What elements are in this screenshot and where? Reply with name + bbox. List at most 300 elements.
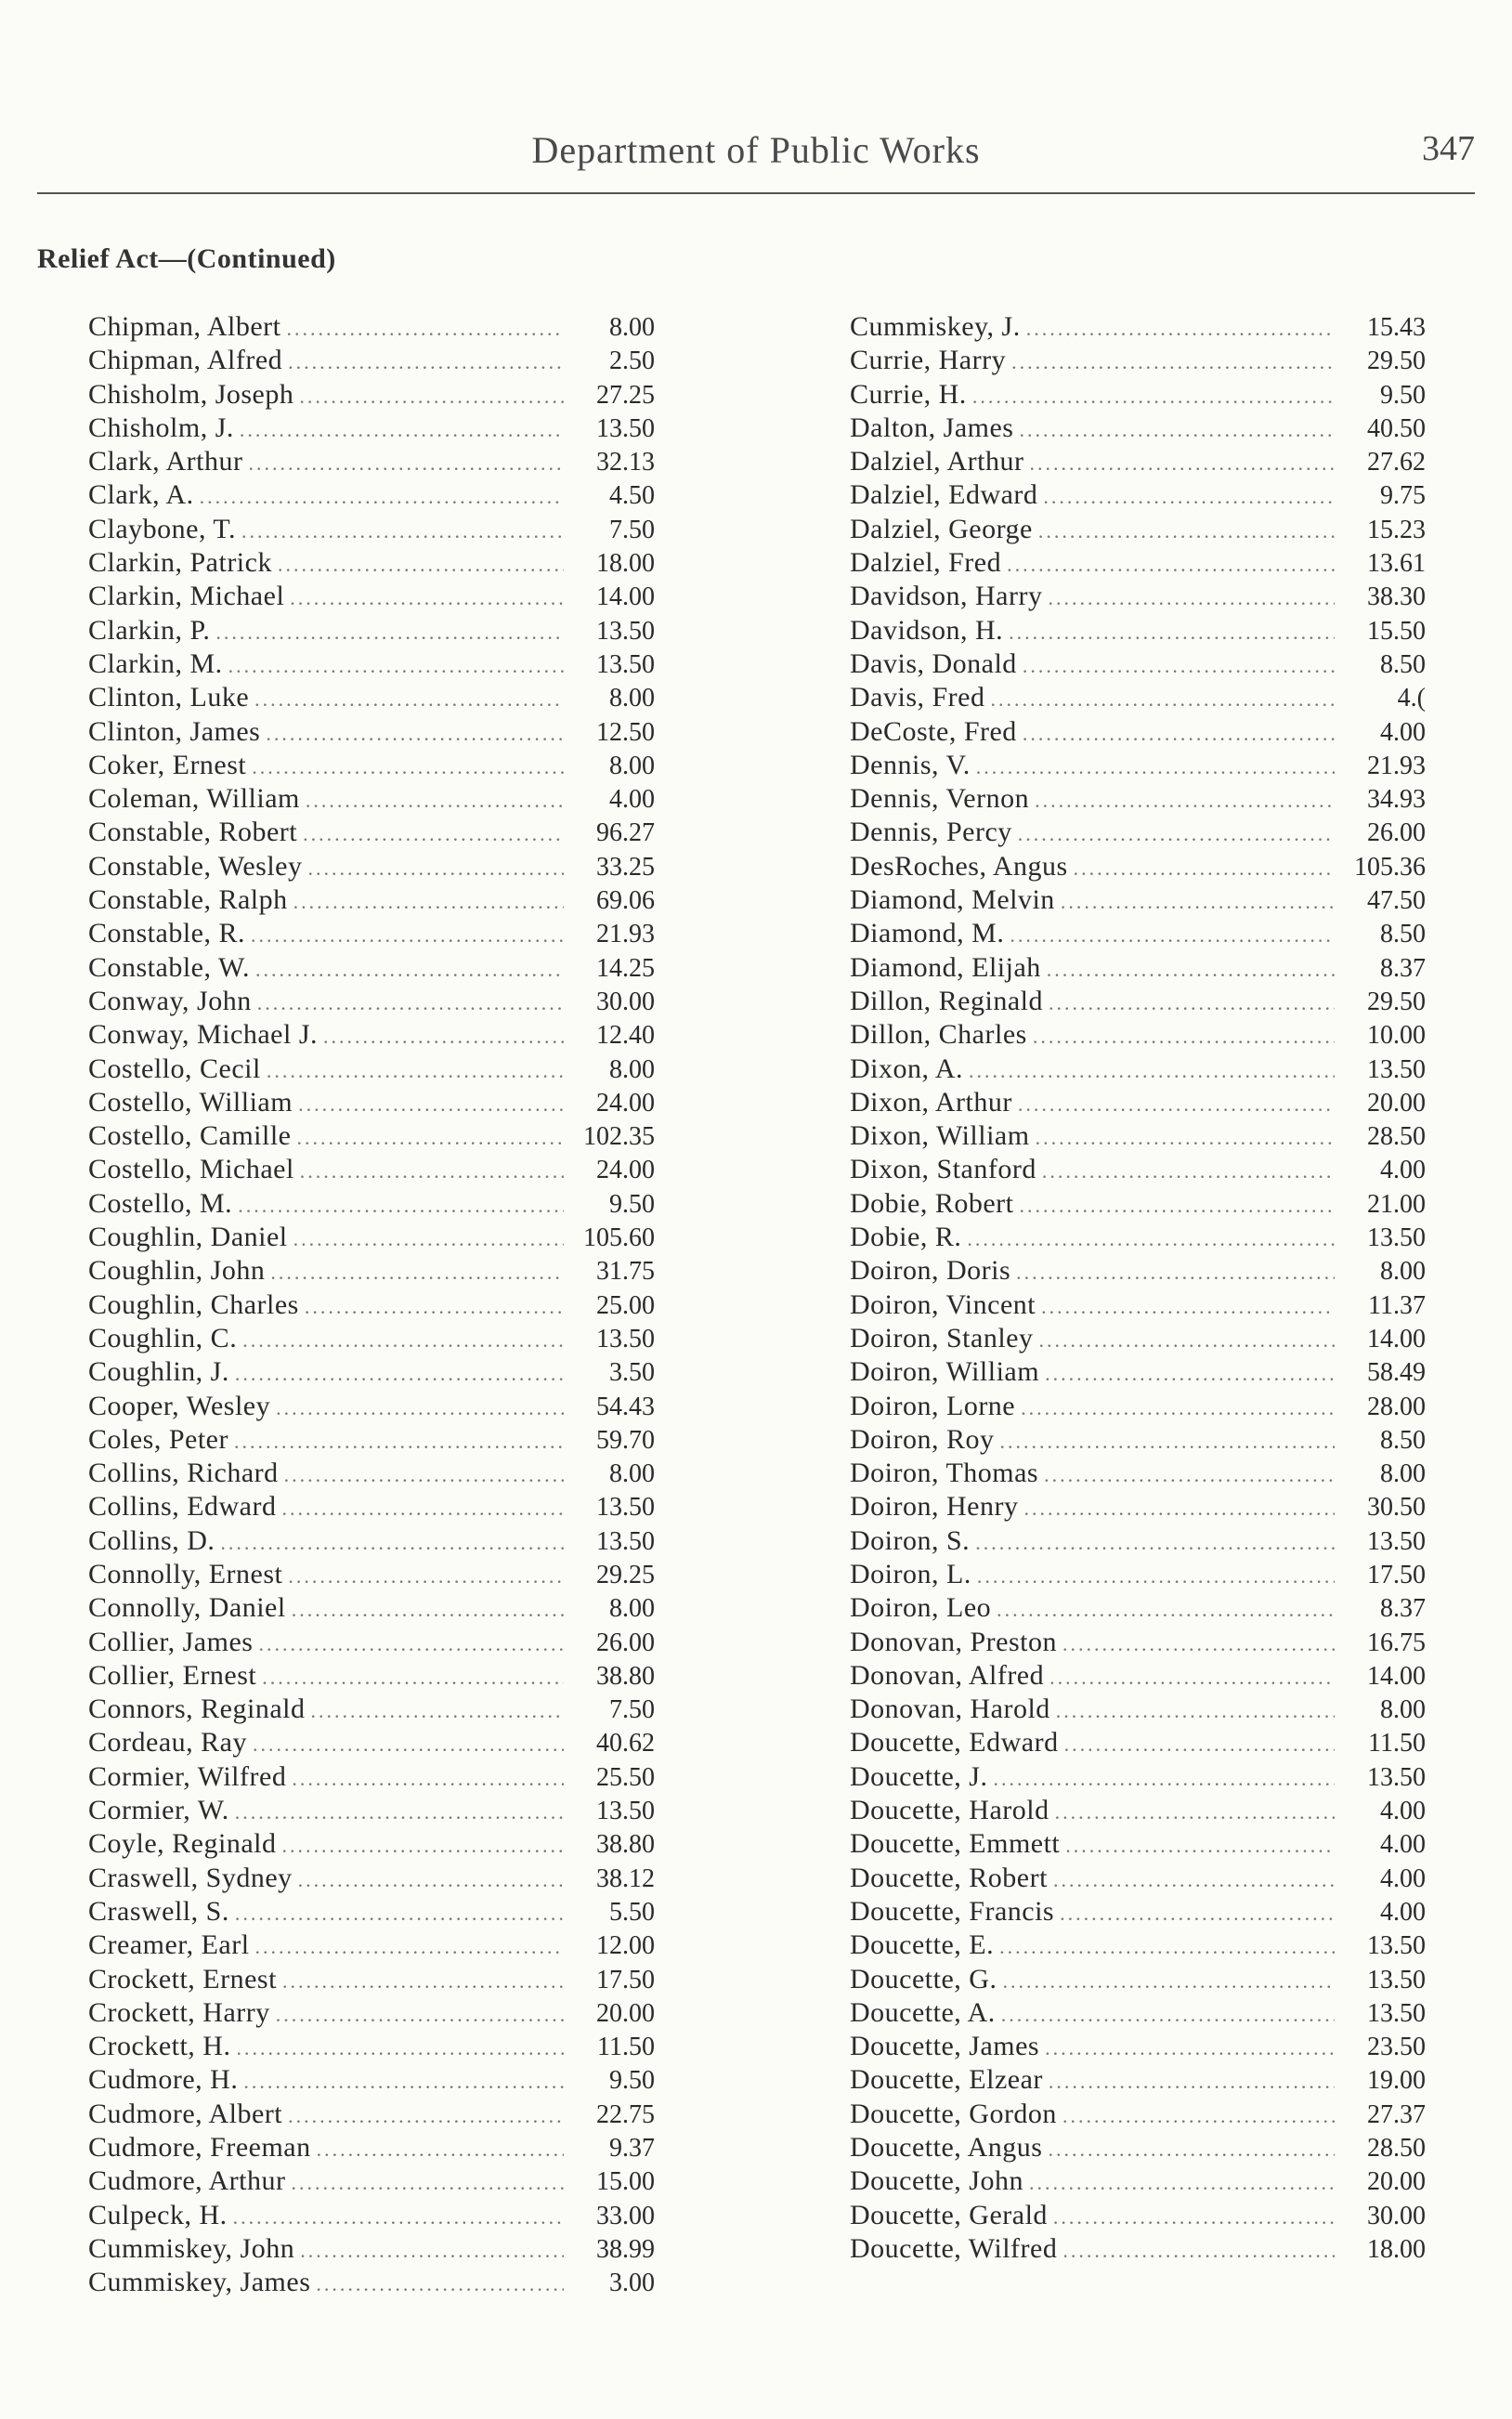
entry-name: Chisholm, Joseph [88,378,294,410]
dot-leader [1049,1661,1335,1694]
entry-name: Doucette, Gordon [850,2098,1057,2129]
dot-leader [1049,987,1335,1020]
entry-name: Doiron, William [850,1356,1040,1388]
dot-leader [1048,582,1335,615]
list-item [850,647,1426,681]
dot-leader [303,817,564,851]
dot-leader [1010,919,1335,952]
list-item [850,1963,1426,1996]
list-item [850,1423,1426,1457]
dot-leader [969,1054,1335,1088]
dot-leader [1000,1425,1336,1458]
entry-amount: 11.50 [597,2033,655,2062]
dot-leader [1038,1324,1335,1357]
entry-name: Constable, W. [88,951,251,983]
entry-name: Doiron, Doris [850,1255,1011,1287]
entry-amount: 8.37 [1380,1594,1426,1624]
list-item [850,344,1426,377]
entry-amount: 30.00 [1367,2201,1426,2230]
list-item [850,445,1426,478]
entry-amount: 12.00 [596,1931,655,1961]
list-item [88,883,655,917]
list-item [850,1187,1426,1221]
list-item [850,1524,1426,1558]
dot-leader [282,1965,564,1998]
entry-name: Craswell, Sydney [88,1862,293,1893]
list-item [850,513,1426,546]
entry-amount: 4.00 [1380,1830,1426,1860]
entry-name: Doucette, Wilfred [850,2232,1058,2264]
entry-amount: 4.00 [1380,1156,1426,1185]
dot-leader [1029,447,1335,480]
entry-amount: 15.43 [1367,313,1426,342]
dot-leader [293,1223,564,1256]
list-item [88,1018,655,1052]
entry-amount: 105.36 [1354,852,1426,882]
dot-leader [1056,1694,1335,1728]
entry-amount: 38.12 [596,1863,655,1893]
entry-name: Doiron, Thomas [850,1458,1039,1489]
entry-amount: 15.23 [1367,515,1426,544]
entry-name: Connolly, Ernest [88,1558,283,1589]
entry-amount: 23.50 [1367,2033,1426,2062]
entry-name: Clinton, Luke [88,682,250,713]
dot-leader [200,480,564,514]
list-item [850,1322,1426,1355]
dot-leader [1023,717,1335,751]
entry-name: Connolly, Daniel [88,1592,286,1624]
dot-leader [311,1694,565,1728]
dot-leader [305,1290,564,1324]
dot-leader [251,919,564,952]
entry-amount: 22.75 [596,2099,655,2129]
entry-name: Cummiskey, John [88,2232,295,2264]
dot-leader [297,1121,565,1155]
entry-name: Davidson, H. [850,614,1004,646]
dot-leader [235,1796,564,1829]
entry-name: Dalton, James [850,412,1014,443]
list-item [88,1119,655,1153]
entry-name: Chipman, Albert [88,311,281,342]
list-item [850,2131,1426,2164]
entry-name: Diamond, M. [850,918,1005,949]
entry-name: Dalziel, George [850,513,1033,544]
entry-name: Donovan, Preston [850,1626,1057,1657]
entry-name: Coles, Peter [88,1423,228,1455]
dot-leader [240,413,564,447]
dot-leader [1019,413,1335,447]
entry-amount: 27.62 [1367,448,1426,477]
dot-leader [267,1054,564,1088]
list-item [850,1490,1426,1523]
list-item [850,1659,1426,1693]
dot-leader [233,2201,564,2234]
list-item [88,378,655,412]
entry-name: Doiron, Vincent [850,1288,1036,1320]
list-item [850,951,1426,985]
dot-leader [1009,616,1335,649]
dot-leader [290,582,564,615]
dot-leader [1038,515,1335,548]
dot-leader [220,1526,564,1560]
dot-leader [257,987,564,1020]
list-item [850,715,1426,749]
dot-leader [1074,852,1335,885]
entry-amount: 7.50 [609,1695,655,1725]
entry-name: Dennis, V. [850,749,971,780]
dot-leader [976,751,1335,784]
dot-leader [254,683,564,716]
dot-leader [1062,2099,1335,2133]
entry-name: Coughlin, J. [88,1356,229,1388]
entry-name: Collins, Edward [88,1491,277,1523]
dot-leader [288,2099,564,2133]
dot-leader [1061,885,1335,919]
dot-leader [1002,1965,1335,1998]
dot-leader [235,1357,564,1391]
dot-leader [317,2133,564,2166]
entry-name: Doiron, L. [850,1558,971,1589]
entry-name: Dalziel, Fred [850,547,1002,579]
entry-name: Dobie, Robert [850,1187,1014,1219]
entry-name: Clarkin, Michael [88,581,285,612]
entry-amount: 8.37 [1380,953,1426,983]
dot-leader [1053,2201,1335,2234]
list-item [88,546,655,580]
entry-name: Davidson, Harry [850,581,1043,612]
dot-leader [1041,1290,1335,1324]
list-item [88,1862,655,1895]
dot-leader [1018,1088,1335,1121]
dot-leader [997,1593,1335,1627]
entry-amount: 34.93 [1367,785,1426,815]
list-item [88,1963,655,1996]
list-item [850,782,1426,816]
dot-leader [298,1863,564,1897]
list-item [88,1794,655,1827]
dot-leader [972,380,1335,413]
list-item [850,1862,1426,1895]
entry-amount: 4.( [1397,684,1426,713]
dot-leader [292,1762,564,1796]
entry-name: Crockett, H. [88,2031,231,2062]
dot-leader [258,1628,564,1661]
entry-name: Davis, Donald [850,647,1017,679]
list-item [850,1726,1426,1759]
entry-name: Cudmore, Freeman [88,2132,311,2164]
entry-name: Doucette, Francis [850,1895,1055,1927]
entry-name: Dillon, Charles [850,1019,1027,1051]
entry-name: Culpeck, H. [88,2199,228,2230]
dot-leader [1055,1796,1335,1829]
entry-amount: 25.50 [596,1762,655,1792]
list-item [88,310,655,344]
entry-amount: 9.50 [609,1189,655,1219]
list-item [850,850,1426,883]
entry-amount: 3.00 [609,2269,655,2298]
dot-leader [291,2166,564,2200]
entry-name: Chipman, Alfred [88,345,283,376]
list-item [850,2098,1426,2131]
entry-name: Doucette, Emmett [850,1828,1061,1860]
list-item [88,951,655,985]
entry-name: Doucette, Angus [850,2132,1043,2164]
entry-name: Coughlin, Daniel [88,1222,288,1253]
dot-leader [993,1762,1335,1796]
entry-amount: 13.50 [596,1797,655,1826]
entry-amount: 13.50 [1367,1965,1426,1994]
list-item [88,1626,655,1659]
dot-leader [299,380,564,413]
dot-leader [1036,1121,1335,1155]
entry-name: Doucette, Gerald [850,2199,1048,2230]
page-title: Department of Public Works [531,129,981,171]
list-item [850,580,1426,613]
entry-amount: 24.00 [596,1088,655,1118]
entry-amount: 38.30 [1367,582,1426,612]
entry-name: Doiron, Roy [850,1423,995,1455]
entry-amount: 14.00 [596,582,655,612]
list-item [850,2232,1426,2266]
entry-amount: 69.06 [596,886,655,916]
entry-amount: 11.50 [1368,1729,1426,1759]
page-header [37,128,1475,184]
list-item [88,1490,655,1523]
entry-name: Doiron, Henry [850,1491,1019,1523]
entry-amount: 8.00 [609,751,655,780]
entry-amount: 21.93 [1367,751,1426,780]
list-item [88,1153,655,1186]
dot-leader [288,1560,564,1593]
dot-leader [1045,2032,1335,2065]
dot-leader [292,1593,564,1627]
dot-leader [977,1560,1335,1593]
entry-amount: 31.75 [596,1257,655,1287]
dot-leader [266,717,564,751]
dot-leader [1007,548,1335,582]
list-item [88,782,655,816]
entry-name: Coleman, William [88,783,300,815]
dot-leader [262,1661,564,1694]
entry-name: Dixon, A. [850,1053,964,1084]
dot-leader [234,1425,564,1458]
dot-leader [293,885,564,919]
list-item [88,478,655,512]
dot-leader [1045,1357,1335,1391]
entry-amount: 13.61 [1367,549,1426,579]
entry-name: Collins, Richard [88,1458,279,1489]
dot-leader [1060,1897,1335,1930]
entry-amount: 9.37 [609,2134,655,2164]
dot-leader [288,346,564,379]
list-item [88,580,655,613]
dot-leader [255,1930,564,1964]
entry-amount: 30.00 [596,987,655,1016]
entry-amount: 26.00 [596,1628,655,1657]
list-item [850,1018,1426,1052]
dot-leader [1053,1863,1335,1897]
entry-amount: 13.50 [1367,1223,1426,1253]
list-item [88,850,655,883]
entry-name: Donovan, Alfred [850,1659,1045,1691]
list-item [88,1254,655,1288]
entry-amount: 4.00 [1380,717,1426,747]
entry-name: Doiron, Lorne [850,1390,1016,1421]
entry-amount: 29.25 [596,1560,655,1589]
dot-leader [282,1492,565,1525]
entry-amount: 28.00 [1367,1392,1426,1421]
list-item [88,2098,655,2131]
entry-name: Collier, Ernest [88,1659,257,1691]
entry-name: Dixon, Arthur [850,1086,1012,1118]
entry-amount: 24.00 [596,1156,655,1185]
list-item [88,681,655,714]
entry-name: Coyle, Reginald [88,1828,277,1860]
dot-leader [316,2268,564,2301]
list-item [850,1221,1426,1254]
dot-leader [1065,1829,1335,1863]
dot-leader [975,1526,1335,1560]
entry-name: Costello, William [88,1086,293,1118]
entry-amount: 12.40 [596,1021,655,1051]
entry-name: Cormier, Wilfred [88,1760,287,1792]
entry-amount: 9.50 [609,2066,655,2096]
dot-leader [1033,1020,1335,1053]
list-item [850,478,1426,512]
entry-name: Clark, Arthur [88,446,243,477]
entry-amount: 18.00 [1367,2234,1426,2264]
entry-amount: 13.50 [596,1526,655,1556]
entry-amount: 8.00 [1380,1257,1426,1287]
dot-leader [1011,346,1335,379]
entry-name: Currie, Harry [850,345,1007,376]
dot-leader [1035,784,1335,817]
entry-name: Dillon, Reginald [850,985,1043,1016]
list-item [850,1996,1426,2030]
entry-amount: 29.50 [1367,987,1426,1016]
dot-leader [255,953,564,987]
dot-leader [990,683,1335,716]
entry-name: Constable, R. [88,918,245,949]
entry-amount: 13.50 [1367,1526,1426,1556]
entry-amount: 4.00 [609,785,655,815]
dot-leader [241,515,564,548]
entry-amount: 9.75 [1380,481,1426,511]
list-item [850,1591,1426,1625]
entry-amount: 38.80 [596,1830,655,1860]
entry-amount: 29.50 [1367,347,1426,376]
entry-amount: 16.75 [1367,1628,1426,1657]
entry-amount: 8.00 [1380,1459,1426,1489]
entry-amount: 7.50 [609,515,655,544]
list-item [850,1760,1426,1794]
entry-name: Cormier, W. [88,1795,229,1826]
list-item [850,1895,1426,1929]
entry-amount: 8.00 [609,1054,655,1084]
list-item [88,2030,655,2063]
entry-amount: 8.00 [609,1594,655,1624]
list-item [88,1726,655,1759]
entry-name: Cudmore, Albert [88,2098,283,2129]
list-item [88,1187,655,1221]
entry-amount: 18.00 [596,549,655,579]
section-title: Relief Act—(Continued) [37,243,336,274]
list-item [88,647,655,681]
dot-leader [276,1998,564,2032]
list-item [88,1524,655,1558]
entry-amount: 38.80 [596,1661,655,1691]
dot-leader [1018,817,1335,851]
list-item [88,1288,655,1322]
list-item [88,412,655,445]
entry-amount: 8.50 [1380,920,1426,949]
entry-amount: 14.00 [1367,1324,1426,1353]
list-item [88,1086,655,1119]
entry-amount: 20.00 [1367,1088,1426,1118]
dot-leader [1043,480,1335,514]
entry-name: Doucette, John [850,2165,1023,2197]
entry-amount: 9.50 [1380,380,1426,410]
left-column [88,310,655,2300]
entry-name: Coughlin, Charles [88,1288,299,1320]
entry-name: Crockett, Harry [88,1996,270,2028]
list-item [88,2131,655,2164]
entry-amount: 8.50 [1380,1425,1426,1455]
dot-leader [1023,649,1335,683]
list-item [88,1996,655,2030]
entry-amount: 26.00 [1367,818,1426,848]
dot-leader [1029,2166,1335,2200]
list-item [88,1659,655,1693]
entry-name: Doiron, Leo [850,1592,992,1624]
entry-amount: 33.25 [596,852,655,882]
entry-name: Costello, M. [88,1187,233,1219]
entry-amount: 8.00 [609,313,655,342]
entry-name: Coughlin, John [88,1255,266,1287]
dot-leader [252,751,564,784]
list-item [850,1794,1426,1827]
list-item [88,715,655,749]
entry-amount: 8.00 [609,684,655,713]
entry-amount: 19.00 [1367,2066,1426,2096]
list-item [88,1895,655,1929]
entry-amount: 58.49 [1367,1358,1426,1388]
entry-name: Craswell, S. [88,1895,229,1927]
entry-amount: 33.00 [596,2201,655,2230]
list-item [850,1355,1426,1389]
entry-name: Chisholm, J. [88,412,234,443]
entry-name: Conway, John [88,985,252,1016]
entry-amount: 14.00 [1367,1661,1426,1691]
dot-leader [1019,1189,1335,1223]
list-item [88,1760,655,1794]
dot-leader [235,1897,564,1930]
entry-amount: 30.50 [1367,1493,1426,1523]
list-item [850,883,1426,917]
entry-name: Dalziel, Edward [850,479,1038,511]
entry-amount: 59.70 [596,1425,655,1455]
right-column [850,310,1426,2266]
list-item [850,1558,1426,1591]
entry-amount: 102.35 [583,1122,655,1152]
entry-amount: 54.43 [596,1392,655,1421]
dot-leader [300,2234,564,2268]
entry-name: Dixon, William [850,1120,1030,1152]
dot-leader [270,1256,564,1289]
entry-amount: 4.00 [1380,1797,1426,1826]
dot-leader [1049,2065,1335,2099]
entry-name: Clark, A. [88,479,194,511]
